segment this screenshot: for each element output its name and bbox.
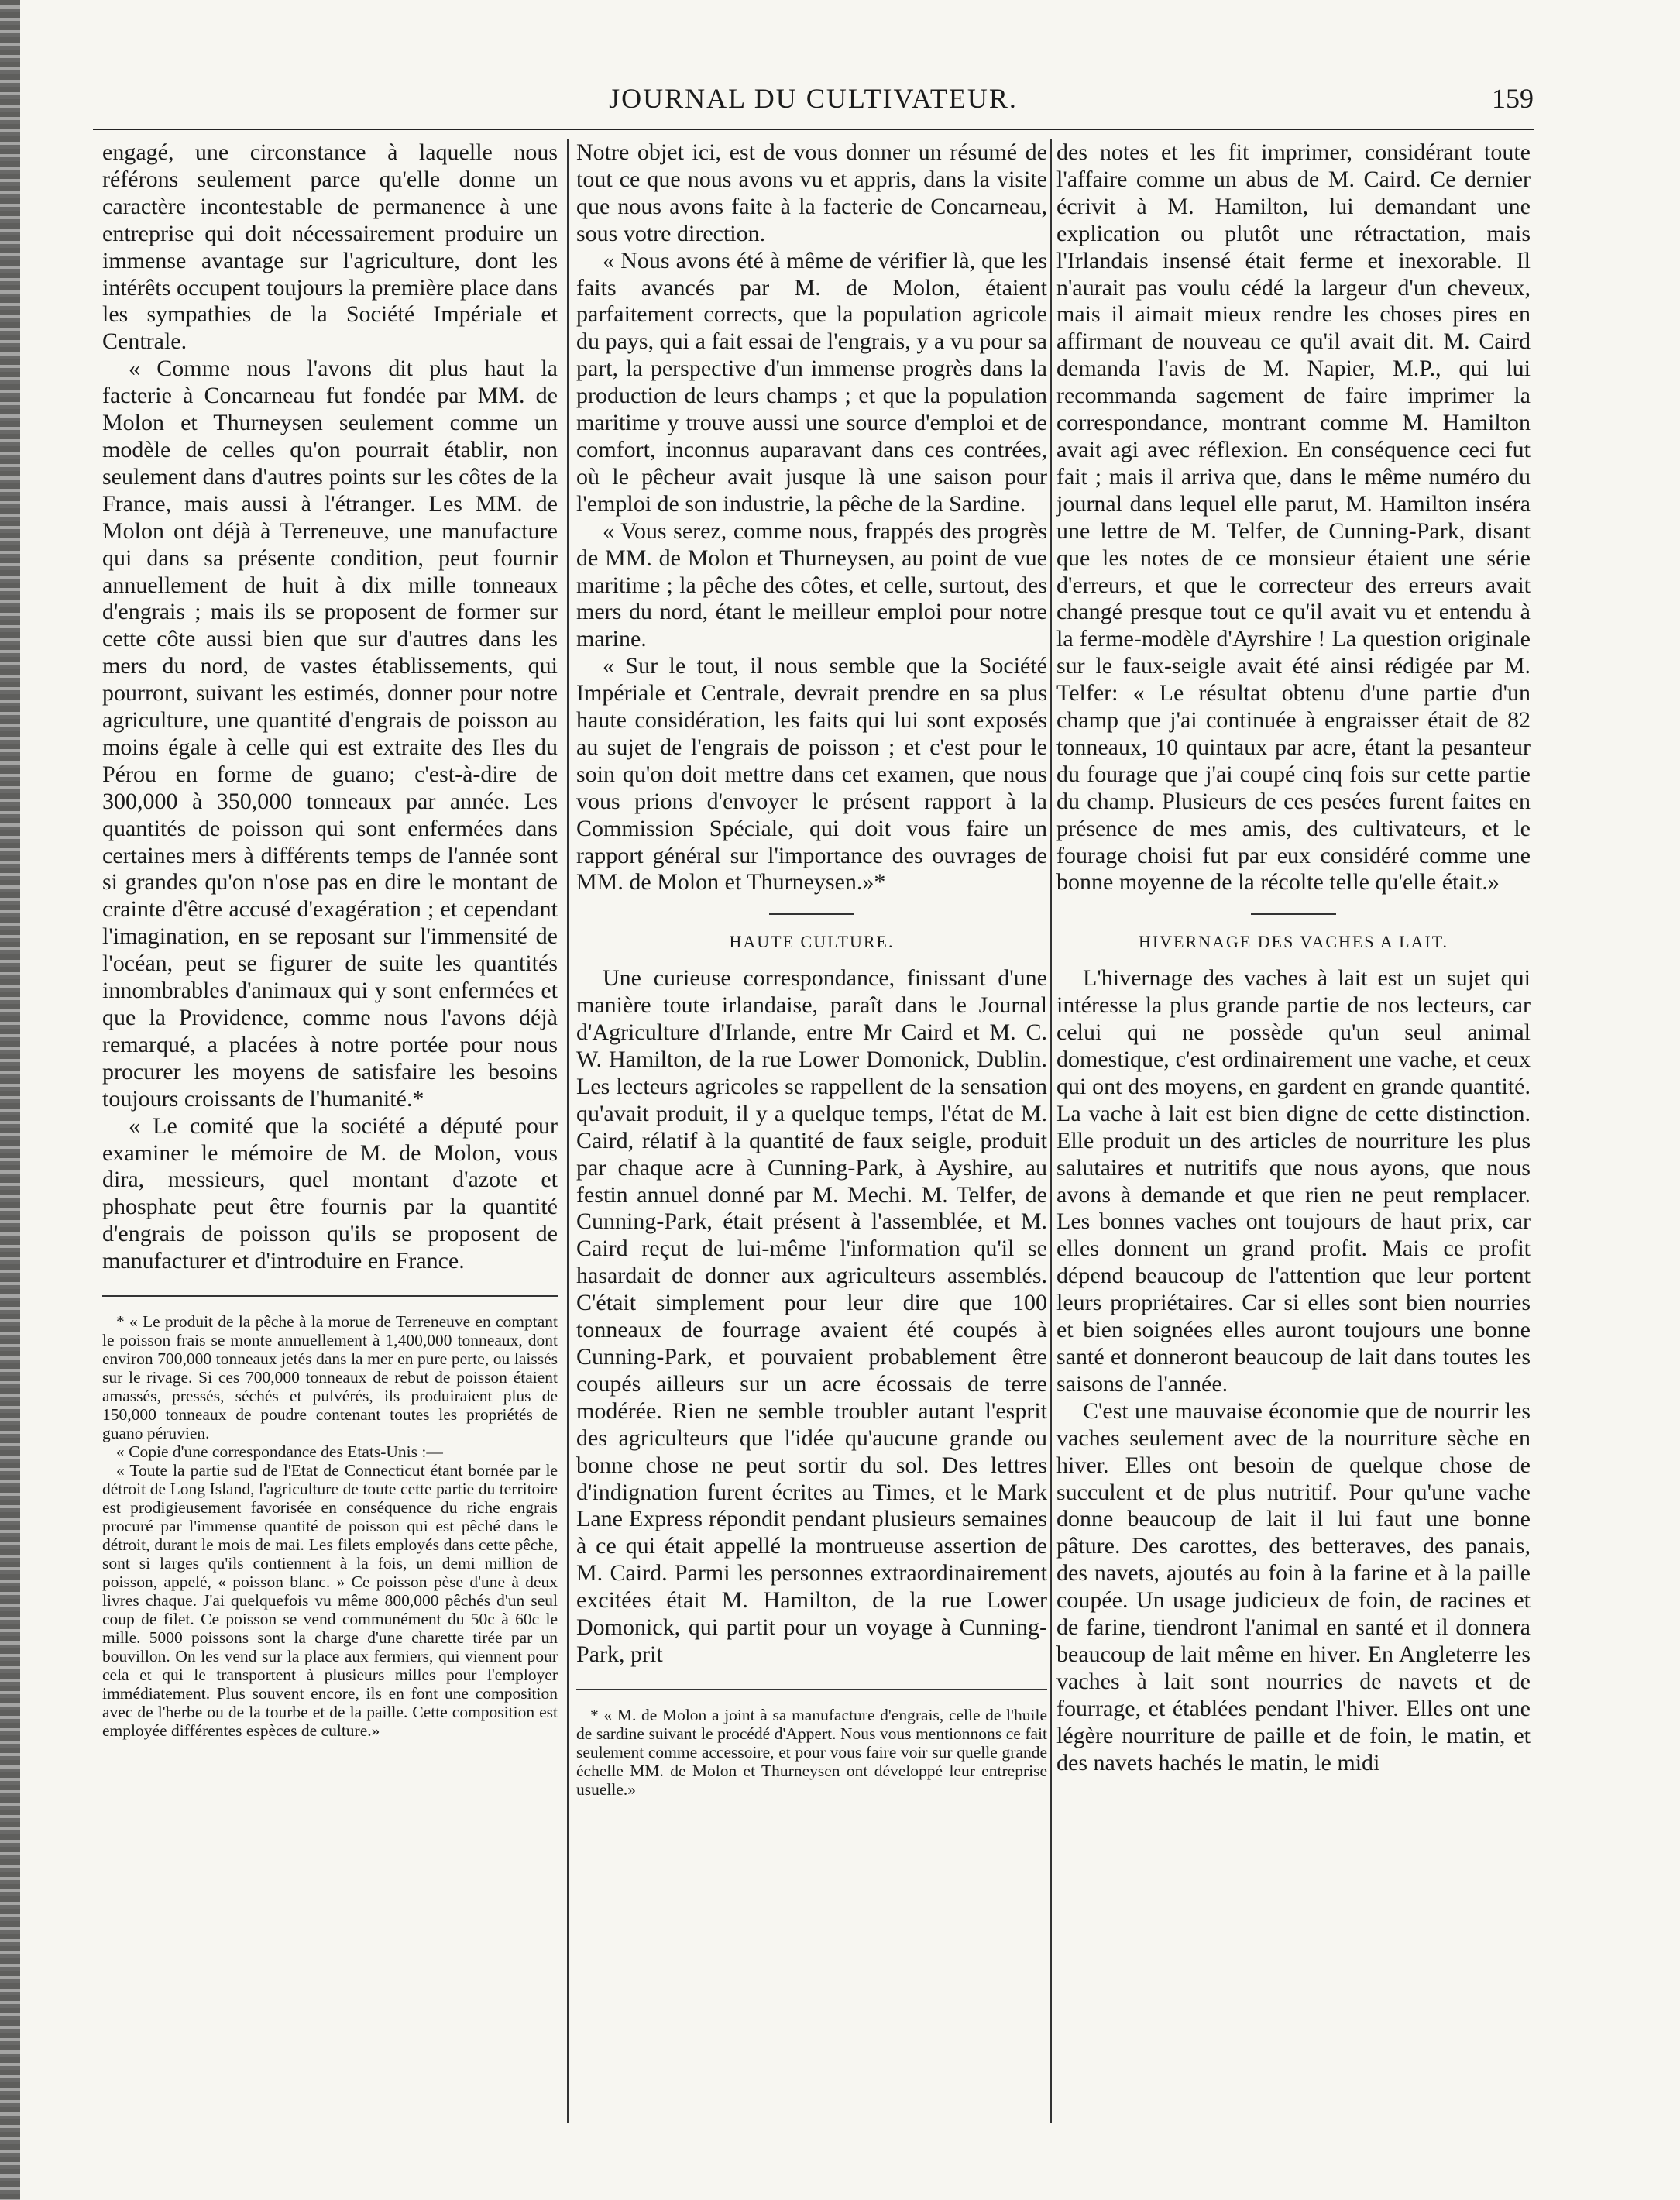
section-rule	[1251, 913, 1336, 915]
section-title: HAUTE CULTURE.	[729, 932, 895, 952]
running-title: JOURNAL DU CULTIVATEUR.	[609, 83, 1018, 114]
footnote: « Toute la partie sud de l'Etat de Connecticut étant bornée par le détroit de Long Island, l'agriculture de toute cette partie du territoire est prodigieusement favorisée en conséquence du riche engrais procuré par l'immense quantité de poisson qui est pêché dans le détroit, durant le mois de mai. Les filets employés dans cette pêche, sont si larges qu'ils contiennent à la fois, un demi million de poisson, appelé, « poisson blanc. » Ce poisson pèse d'une à deux livres chaque. J'ai quelquefois vu même 800,000 pêchés d'un seul coup de filet. Ce poisson se vend communément du 50c à 60c le mille. 5000 poissons sont la charge d'une charette tirée par un bouvillon. On les vend sur la place aux fermiers, qui viennent pour cela et qui le transportent à plusieurs milles pour l'employer immédiatement. Plus souvent encore, ils en font une composition avec de l'herbe ou de la tourbe et de la paille. Cette composition est employée différentes espèces de culture.»	[102, 1461, 558, 1741]
column-2	[576, 139, 1047, 2123]
paragraph: Une curieuse correspondance, finissant d'une manière toute irlandaise, paraît dans le Journal d'Agriculture d'Irlande, entre Mr Caird et M. C. W. Hamilton, de la rue Lower Domonick, Dublin. Les lecteurs agricoles se rappellent de la sensation qu'avait produit, il y a quelque temps, l'état de M. Caird, rélatif à la quantité de faux seigle, produit par chaque acre à Cunning-Park, à Ayshire, au festin annuel donné par M. Mechi. M. Telfer, de Cunning-Park, était présent à l'assemblée, et M. Caird reçut de lui-même l'information qu'il se hasardait de donner aux agriculteurs assemblés. C'était simplement pour leur dire que 100 tonneaux de fourrage avaient été coupés à Cunning-Park, et pouvaient probablement être coupés ailleurs sur un acre écossais de terre modérée. Rien ne semble troubler autant l'esprit des agriculteurs que l'idée qu'aucune grande ou bonne chose ne peut sortir du sol. Des lettres d'indignation furent écrites au Times, et le Mark Lane Express répondit pendant plusieurs semaines à ce qui était appellé la montrueuse assertion de M. Caird. Parmi les personnes extraordinairement excitées était M. Hamilton, de la rue Lower Domonick, qui partit pour un voyage à Cunning-Park, prit	[576, 965, 1047, 1667]
header-rule	[93, 129, 1534, 130]
paragraph: L'hivernage des vaches à lait est un sujet qui intéresse la plus grande partie de nos lecteurs, car celui qui ne possède qu'un seul animal domestique, c'est ordinairement une vache, et ceux qui ont des moyens, en gardent en grande quantité. La vache à lait est bien digne de cette distinction. Elle produit un des articles de nourriture les plus salutaires et nutritifs que nous ayons, que nous avons à demande et que rien ne peut remplacer. Les bonnes vaches ont toujours de haut prix, car elles donnent un grand profit. Mais ce profit dépend beaucoup de l'attention que leur portent leurs propriétaires. Car si elles sont bien nourries et bien soignées elles auront toujours une bonne santé et donneront beaucoup de lait dans toutes les saisons de l'année.	[1056, 965, 1531, 1397]
paragraph: « Sur le tout, il nous semble que la Société Impériale et Centrale, devrait prendre en sa plus haute considération, les faits qui lui sont exposés au sujet de l'engrais de poisson ; et c'est pour le soin qu'on doit mettre dans cet examen, que nous vous prions d'envoyer le présent rapport à la Commission Spéciale, qui doit vous faire un rapport général sur l'importance des ouvrages de MM. de Molon et Thurneysen.»*	[576, 653, 1047, 895]
column-3	[1056, 139, 1531, 2123]
paragraph: engagé, une circonstance à laquelle nous référons seulement parce qu'elle donne un caractère incontestable de permanence à une entreprise qui doit nécessairement produire un immense avantage sur l'agriculture, dont les intérêts occupent toujours la première place dans les sympathies de la Société Impériale et Centrale.	[102, 139, 558, 355]
column-1	[102, 139, 558, 2123]
paragraph: Notre objet ici, est de vous donner un résumé de tout ce que nous avons vu et appris, dans la visite que nous avons faite à la facterie de Concarneau, sous votre direction.	[576, 139, 1047, 246]
paragraph: « Nous avons été à même de vérifier là, que les faits avancés par M. de Molon, étaient parfaitement corrects, que la population agricole du pays, qui a fait essai de l'engrais, y a vu pour sa part, la perspective d'un immense progrès dans la production de leurs champs ; et que la population maritime y trouve aussi une source d'emploi et de comfort, inconnus auparavant dans ces contrées, où le pêcheur avait jusque là une saison pour l'emploi de son industrie, la pêche de la Sardine.	[576, 247, 1047, 517]
section-title: HIVERNAGE DES VACHES A LAIT.	[1138, 932, 1449, 952]
paragraph: des notes et les fit imprimer, considérant toute l'affaire comme un abus de M. Caird. Ce dernier écrivit à M. Hamilton, lui demandant une explication ou plutôt une rétractation, mais l'Irlandais insensé était ferme et inexorable. Il n'aurait pas voulu cédé la largeur d'un cheveux, mais il aimait mieux rendre les choses pires en affirmant de nouveau ce qu'il avait dit. M. Caird demanda l'avis de M. Napier, M.P., qui lui recommanda sagement de faire imprimer la correspondance, montrant comme M. Hamilton avait agi avec réflexion. En conséquence ceci fut fait ; mais il arriva que, dans le même numéro du journal dans lequel elle parut, M. Hamilton inséra une lettre de M. Telfer, de Cunning-Park, disant que les notes de ce monsieur étaient une série d'erreurs, et que le correcteur des erreurs avait changé presque tout ce qu'il avait vu et entendu à la ferme-modèle d'Ayrshire ! La question originale sur le faux-seigle avait été ainsi rédigée par M. Telfer: « Le résultat obtenu d'une partie d'un champ que j'ai continuée à engraisser était de 82 tonneaux, 10 quintaux par acre, étant la pesanteur du fourage que j'ai coupé cinq fois sur cette partie du champ. Plusieurs de ces pesées furent faites en présence de mes amis, des cultivateurs, et le fourage choisi fut par eux considéré comme une bonne moyenne de la récolte telle qu'elle était.»	[1056, 139, 1531, 895]
paragraph: « Vous serez, comme nous, frappés des progrès de MM. de Molon et Thurneysen, au point de vue maritime ; la pêche des côtes, et celle, surtout, des mers du nord, étant le meilleur emploi pour notre marine.	[576, 517, 1047, 652]
footnote: « Copie d'une correspondance des Etats-Unis :—	[116, 1442, 443, 1462]
footnote: * « Le produit de la pêche à la morue de Terreneuve en comptant le poisson frais se monte annuellement à 1,400,000 tonneaux, dont environ 700,000 tonneaux jetés dans la mer en pure perte, ou laissés sur le rivage. Si ces 700,000 tonneaux de rebut de poisson étaient amassés, pressés, séchés et pulvérés, ils produiraient plus de 150,000 tonneaux de poudre contenant toutes les propriétés de guano péruvien.	[102, 1312, 558, 1443]
book-binding-edge	[0, 0, 20, 2200]
paragraph: « Le comité que la société a député pour examiner le mémoire de M. de Molon, vous dira, messieurs, quel montant d'azote et phosphate peut être fournis par la quantité d'engrais de poisson qu'ils se proposent de manufacturer et d'introduire en France.	[102, 1112, 558, 1274]
section-rule	[769, 913, 854, 915]
paragraph: C'est une mauvaise économie que de nourrir les vaches seulement avec de la nourriture sèche en hiver. Elles ont besoin de quelque chose de succulent et de plus nutritif. Pour qu'une vache donne beaucoup de lait il lui faut une bonne pâture. Des carottes, des betteraves, des panais, des navets, ajoutés au foin à la farine et à la paille coupée. Un usage judicieux de foin, de racines et de farine, tiendront l'animal en santé et il donnera beaucoup de lait même en hiver. En Angleterre les vaches à lait sont nourries de navets et de fourrage, et établées pendant l'hiver. Elles ont une légère nourriture de paille et de foin, le matin, et des navets hachés le matin, le midi	[1056, 1397, 1531, 1775]
footnote: * « M. de Molon a joint à sa manufacture d'engrais, celle de l'huile de sardine suivant le procédé d'Appert. Nous vous mentionnons ce fait seulement comme accessoire, et pour vous faire voir sur quelle grande échelle MM. de Molon et Thurneysen ont développé leur entreprise usuelle.»	[576, 1705, 1047, 1799]
page-header	[93, 82, 1534, 125]
column-divider-1	[567, 139, 569, 2123]
footnote-separator	[576, 1689, 1047, 1690]
footnote-separator	[102, 1295, 558, 1297]
column-divider-2	[1050, 139, 1052, 2123]
page-number: 159	[1492, 83, 1534, 114]
paragraph: « Comme nous l'avons dit plus haut la facterie à Concarneau fut fondée par MM. de Molon et Thurneysen seulement comme un modèle de celles qu'on pourrait établir, non seulement dans d'autres points sur les côtes de la France, mais aussi à l'étranger. Les MM. de Molon ont déjà à Terreneuve, une manufacture qui dans sa présente condition, peut fournir annuellement de huit à dix mille tonneaux d'engrais ; mais ils se proposent de former sur cette côte aussi bien que sur d'autres dans les mers du nord, de vastes établissements, qui pourront, suivant les estimés, donner pour notre agriculture, une quantité d'engrais de poisson au moins égale à celle qui est extraite des Iles du Pérou en forme de guano; c'est-à-dire de 300,000 à 350,000 tonneaux par année. Les quantités de poisson qui sont enfermées dans certaines mers à différents temps de l'année sont si grandes qu'on n'ose pas en dire le montant de crainte d'être accusé d'exagération ; et cependant l'imagination, en se reposant sur l'immensité de l'océan, peut se figurer de suite les quantités innombrables d'animaux qui y sont enfermées et que la Providence, comme nous l'avons déjà remarqué, a placées à notre portée pour nous procurer les moyens de satisfaire les besoins toujours croissants de l'humanité.*	[102, 356, 558, 1112]
